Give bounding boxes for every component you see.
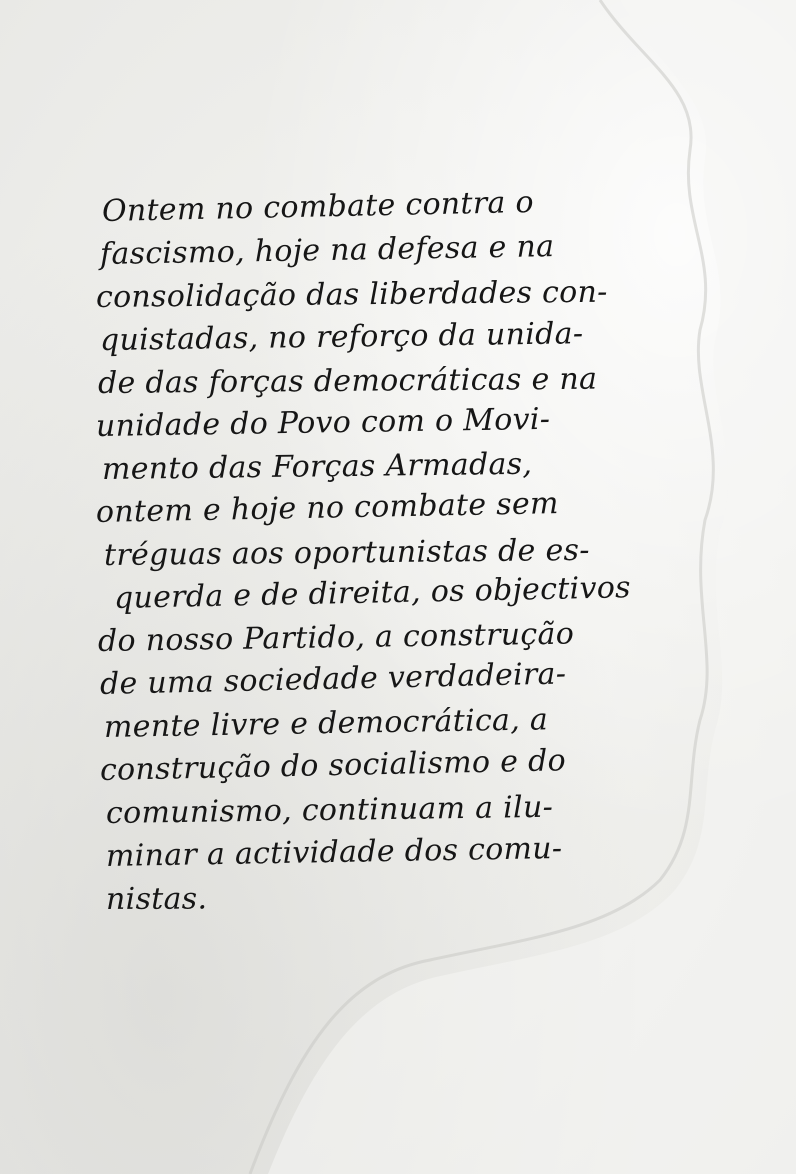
handwritten-line: construção do socialismo e do: [99, 743, 567, 788]
handwritten-line: tréguas aos oportunistas de es-: [103, 532, 590, 573]
handwritten-line: Ontem no combate contra o: [101, 184, 535, 229]
handwritten-line: comunismo, continuam a ilu-: [105, 789, 554, 831]
handwritten-line: mente livre e democrática, a: [103, 702, 549, 745]
handwritten-line: nistas.: [105, 881, 208, 917]
handwritten-line: mento das Forças Armadas,: [101, 446, 533, 487]
handwritten-line: de uma sociedade verdadeira-: [99, 656, 567, 702]
handwritten-line: minar a actividade dos comu-: [105, 831, 563, 874]
handwritten-line: de das forças democráticas e na: [97, 361, 598, 401]
handwritten-line: quistadas, no reforço da unida-: [99, 316, 584, 358]
handwritten-line: do nosso Partido, a construção: [97, 616, 575, 659]
handwritten-line: fascismo, hoje na defesa e na: [99, 229, 555, 272]
handwritten-line: ontem e hoje no combate sem: [95, 486, 560, 530]
handwritten-line: querda e de direita, os objectivos: [113, 570, 632, 616]
handwritten-line: consolidação das liberdades con-: [95, 274, 608, 315]
handwritten-text-block: [95, 184, 696, 921]
handwritten-line: unidade do Povo com o Movi-: [95, 401, 551, 444]
